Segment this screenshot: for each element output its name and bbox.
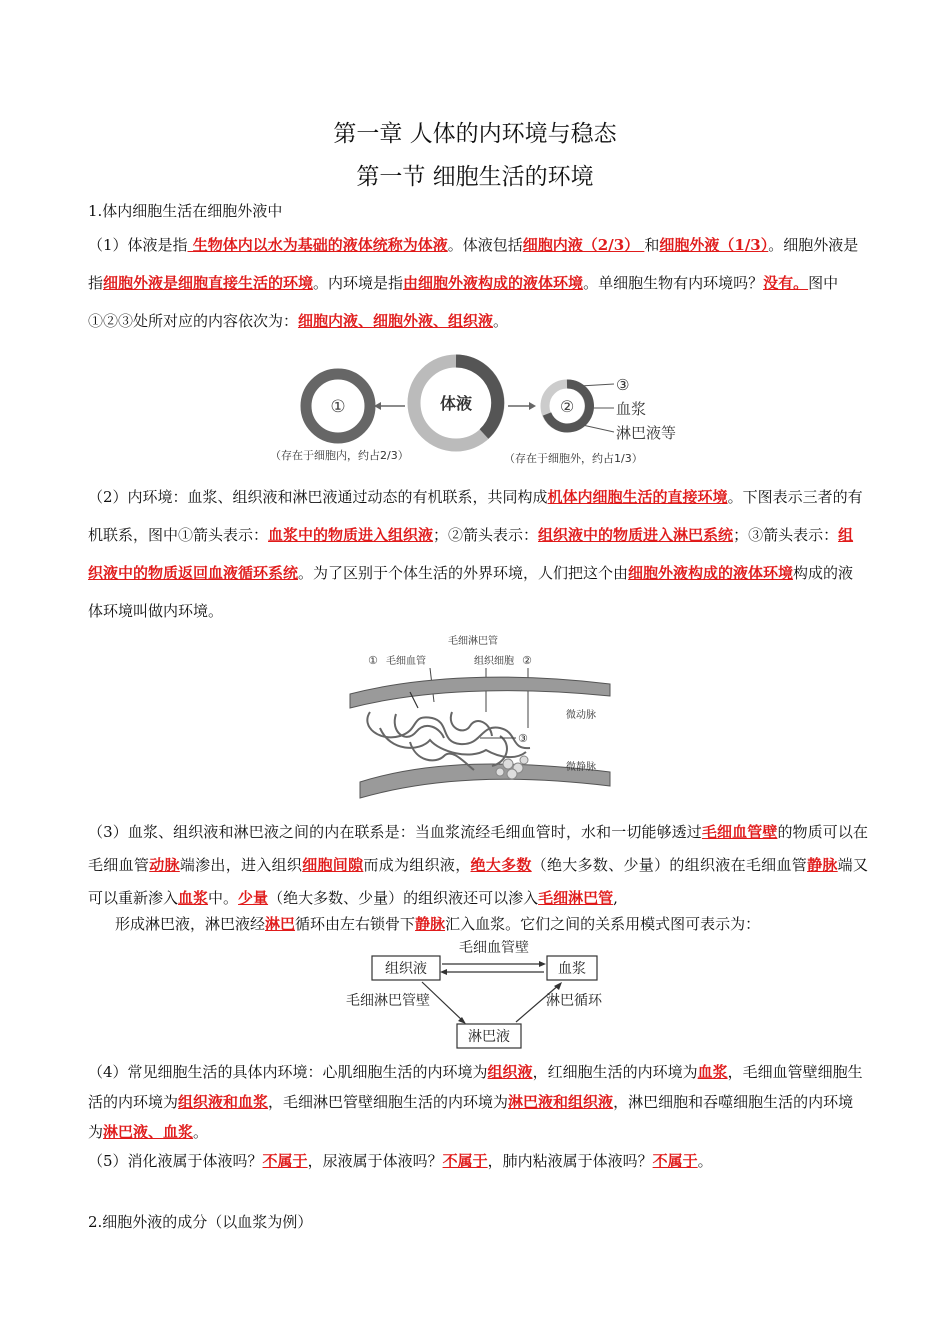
text: 而成为组织液， [363,856,471,874]
text: 。 [193,1123,209,1141]
arrowhead [440,969,447,975]
text: 。为了区别于个体生活的外界环境，人们把这个由 [298,564,629,582]
answer: 细胞间隙 [302,856,364,874]
text: （绝大多数、少量）的组织液还可以渗入 [268,889,539,907]
section-title: 第一节 细胞生活的环境 [356,164,594,190]
chapter-title: 第一章 人体的内环境与稳态 [333,121,617,147]
label-tissue-fluid: 组织液 [385,961,427,977]
label-lymph-capillary: 毛细淋巴管 [448,636,498,647]
answer: 由细胞外液构成的液体环境 [403,274,584,292]
answer: 生物体内以水为基础的液体统称为体液 [187,236,448,254]
text: 端渗出，进入组织 [179,856,303,874]
label-blood-capillary: 毛细血管 [386,656,426,667]
label-lymph: 淋巴液等 [616,424,677,442]
text: , [613,889,618,907]
artery-vessel [350,677,610,708]
text: ，毛细淋巴管壁细胞生活的内环境为 [268,1093,509,1111]
text: （3）血浆、组织液和淋巴液之间的内在联系是：当血浆流经毛细血管时，水和一切能够透过 [88,823,702,841]
leader-3 [580,384,614,386]
text: （2）内环境：血浆、组织液和淋巴液通过动态的有机联系，共同构成 [88,488,548,506]
arrow-right-head [529,402,536,410]
text: 端又可以重新渗入 [88,856,868,907]
caption-right: （存在于细胞外，约占1/3） [504,452,643,465]
text: ，红细胞生活的内环境为 [532,1063,698,1081]
answer: 淋巴液和组织液 [508,1093,614,1111]
label-plasma: 血浆 [616,400,647,418]
text: ；②箭头表示： [433,526,539,544]
caption-left: （存在于细胞内，约占2/3） [270,449,409,462]
answer: 血浆 [178,889,209,907]
label-plasma: 血浆 [558,961,586,977]
answer: 细胞外液构成的液体环境 [628,564,794,582]
marker-3: ③ [518,732,528,745]
answer: 不属于 [442,1152,488,1170]
paragraph-5 [88,1146,868,1176]
text: ，尿液属于体液吗？ [307,1152,443,1170]
text: 。内环境是指 [313,274,404,292]
answer: 机体内细胞生活的直接环境 [547,488,728,506]
paragraph-4 [88,1057,868,1147]
label-artery: 微动脉 [566,710,596,721]
body-fluid-label: 体液 [439,394,473,413]
text: （绝大多数、少量）的组织液在毛细血管 [531,856,808,874]
label-lymph-circulation: 淋巴循环 [546,993,602,1009]
answer: 淋巴液、血浆 [103,1123,194,1141]
answer: 毛细血管壁 [701,823,778,841]
answer: 动脉 [149,856,180,874]
text: （1）体液是指 [88,236,188,254]
answer: 毛细淋巴管 [538,889,614,907]
answer: 静脉 [807,856,838,874]
answer: 绝大多数 [470,856,532,874]
answer: 少量 [238,889,269,907]
text: 汇入血浆。它们之间的关系用模式图可表示为： [445,915,761,933]
text: 。体液包括 [447,236,523,254]
answer: 不属于 [262,1152,308,1170]
answer: 细胞外液（1/3） [659,236,769,254]
answer: 没有。 [763,274,809,292]
text: 和 [644,236,660,254]
fluid-relationship-diagram [340,940,620,1052]
text: ；③箭头表示： [733,526,839,544]
text: ，毛细血管壁细胞生活的内环境为 [88,1063,863,1111]
text: 的物质可以在毛细血管 [88,823,868,874]
text: 。细胞外液是指 [88,236,859,292]
label-vein: 微静脉 [566,762,596,773]
heading-1: 1.体内细胞生活在细胞外液中 [88,202,283,220]
answer: 细胞内液（2/3） [522,236,645,254]
body-fluid-diagram [260,348,700,473]
text: 。下图表示三者的有机联系，图中①箭头表示： [88,488,863,544]
ring-label-1: ① [330,397,346,417]
text: 构成的液体环境叫做内环境。 [88,564,854,620]
leader-lymph [578,424,614,432]
text: （5）消化液属于体液吗？ [88,1152,263,1170]
text: 形成淋巴液，淋巴液经 [115,915,266,933]
label-capillary-wall: 毛细血管壁 [459,940,529,956]
label-lymph-capillary-wall: 毛细淋巴管壁 [346,993,430,1009]
answer: 不属于 [652,1152,698,1170]
capillary-network-diagram [340,632,620,808]
arrowhead [539,961,546,967]
text: ，淋巴细胞和吞噬细胞生活的内环境为 [88,1093,854,1141]
paragraph-3-cont [115,909,895,939]
text: 循环由左右锁骨下 [295,915,416,933]
answer: 组织液中的物质返回血液循环系统 [88,526,854,582]
answer: 组织液中的物质进入淋巴系统 [538,526,734,544]
text: 中。 [208,889,239,907]
answer: 细胞外液是细胞直接生活的环境 [103,274,314,292]
label-lymph: 淋巴液 [468,1029,510,1045]
text: 。单细胞生物有内环境吗？ [583,274,764,292]
answer: 静脉 [415,915,446,933]
ring-label-2: ② [559,397,575,416]
marker-1: ① [368,654,378,667]
answer: 组织液 [487,1063,533,1081]
answer: 细胞内液、细胞外液、组织液 [298,312,494,330]
answer: 血浆 [697,1063,728,1081]
text: 。 [697,1152,713,1170]
text: （4）常见细胞生活的具体内环境：心肌细胞生活的内环境为 [88,1063,488,1081]
text: 图中①②③处所对应的内容依次为： [88,274,839,330]
marker-2: ② [522,654,532,667]
answer: 血浆中的物质进入组织液 [268,526,434,544]
label-3: ③ [616,376,630,394]
paragraph-1 [88,226,868,340]
text: ，肺内粘液属于体液吗？ [487,1152,653,1170]
answer: 组织液和血浆 [178,1093,269,1111]
paragraph-2 [88,478,868,630]
heading-2: 2.细胞外液的成分（以血浆为例） [88,1213,313,1231]
paragraph-3 [88,816,868,915]
text: 。 [493,312,509,330]
label-tissue-cell: 组织细胞 [474,656,514,667]
answer: 淋巴 [265,915,296,933]
